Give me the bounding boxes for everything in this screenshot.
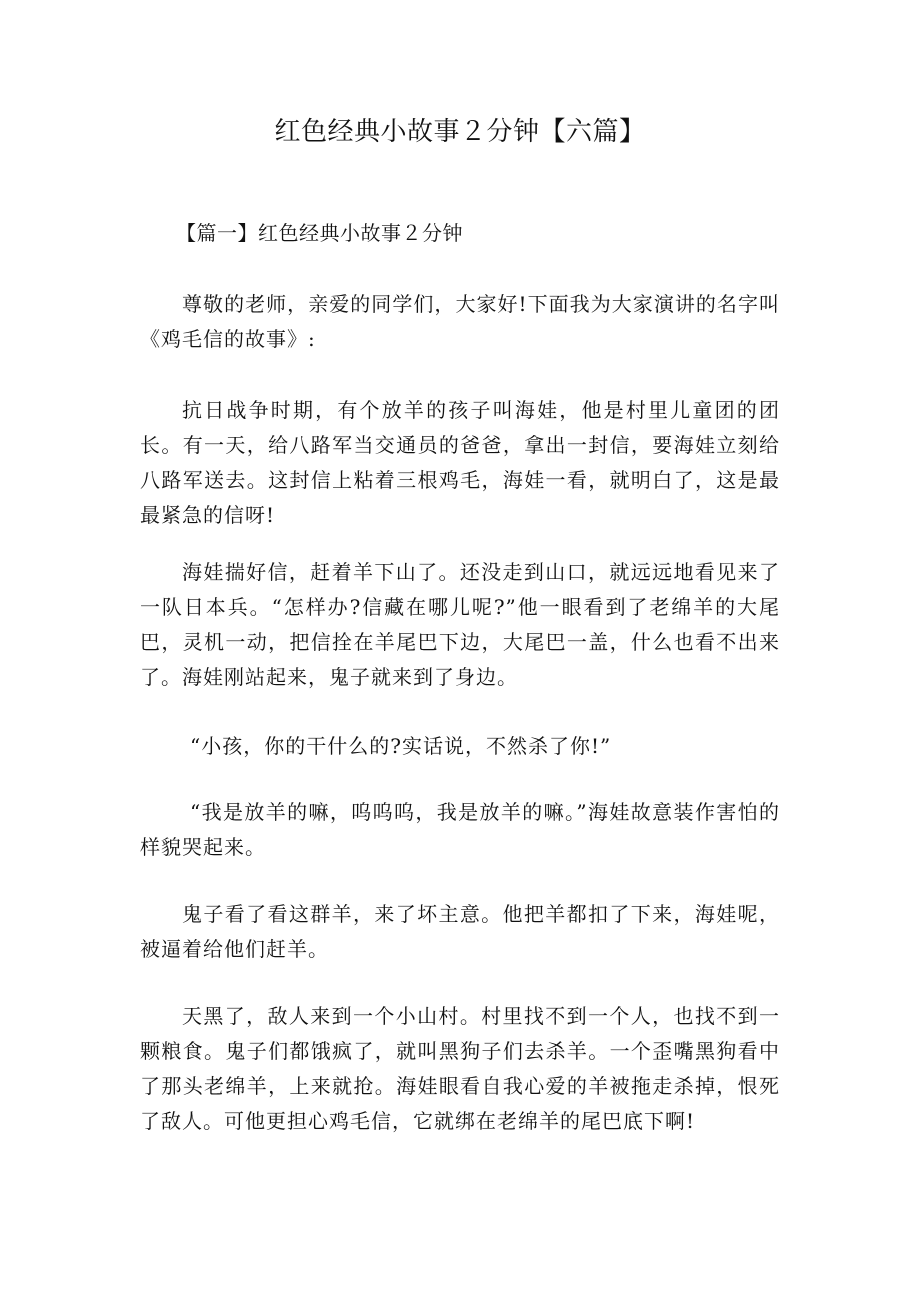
section-heading: 【篇一】红色经典小故事２分钟: [176, 221, 463, 245]
paragraph-intro: 尊敬的老师，亲爱的同学们，大家好!下面我为大家演讲的名字叫《鸡毛信的故事》:: [140, 292, 780, 351]
paragraph-quote-1: “小孩，你的干什么的?实话说，不然杀了你!”: [190, 734, 612, 758]
paragraph-story-4: 天黑了，敌人来到一个小山村。村里找不到一个人，也找不到一颗粮食。鬼子们都饿疯了，就叫黑狗子们去杀羊。一个歪嘴黑狗看中了那头老绵羊，上来就抢。海娃眼看自我心爱的羊被拖走杀掉，恨死了敌人。可他更担心鸡毛信，它就绑在老绵羊的尾巴底下啊!: [140, 1004, 780, 1133]
paragraph-quote-2: “我是放羊的嘛，呜呜呜，我是放羊的嘛。”海娃故意装作害怕的样貌哭起来。: [140, 800, 780, 859]
paragraph-story-1: 抗日战争时期，有个放羊的孩子叫海娃，他是村里儿童团的团长。有一天，给八路军当交通员的爸爸，拿出一封信，要海娃立刻给八路军送去。这封信上粘着三根鸡毛，海娃一看，就明白了，这是最最紧急的信呀!: [140, 398, 780, 527]
document-title: 红色经典小故事２分钟【六篇】: [274, 117, 646, 147]
paragraph-story-3: 鬼子看了看这群羊，来了坏主意。他把羊都扣了下来，海娃呢，被逼着给他们赶羊。: [140, 902, 780, 961]
paragraph-story-2: 海娃揣好信，赶着羊下山了。还没走到山口，就远远地看见来了一队日本兵。“怎样办?信藏在哪儿呢?”他一眼看到了老绵羊的大尾巴，灵机一动，把信拴在羊尾巴下边，大尾巴一盖，什么也看不出来了。海娃刚站起来，鬼子就来到了身边。: [140, 560, 780, 689]
